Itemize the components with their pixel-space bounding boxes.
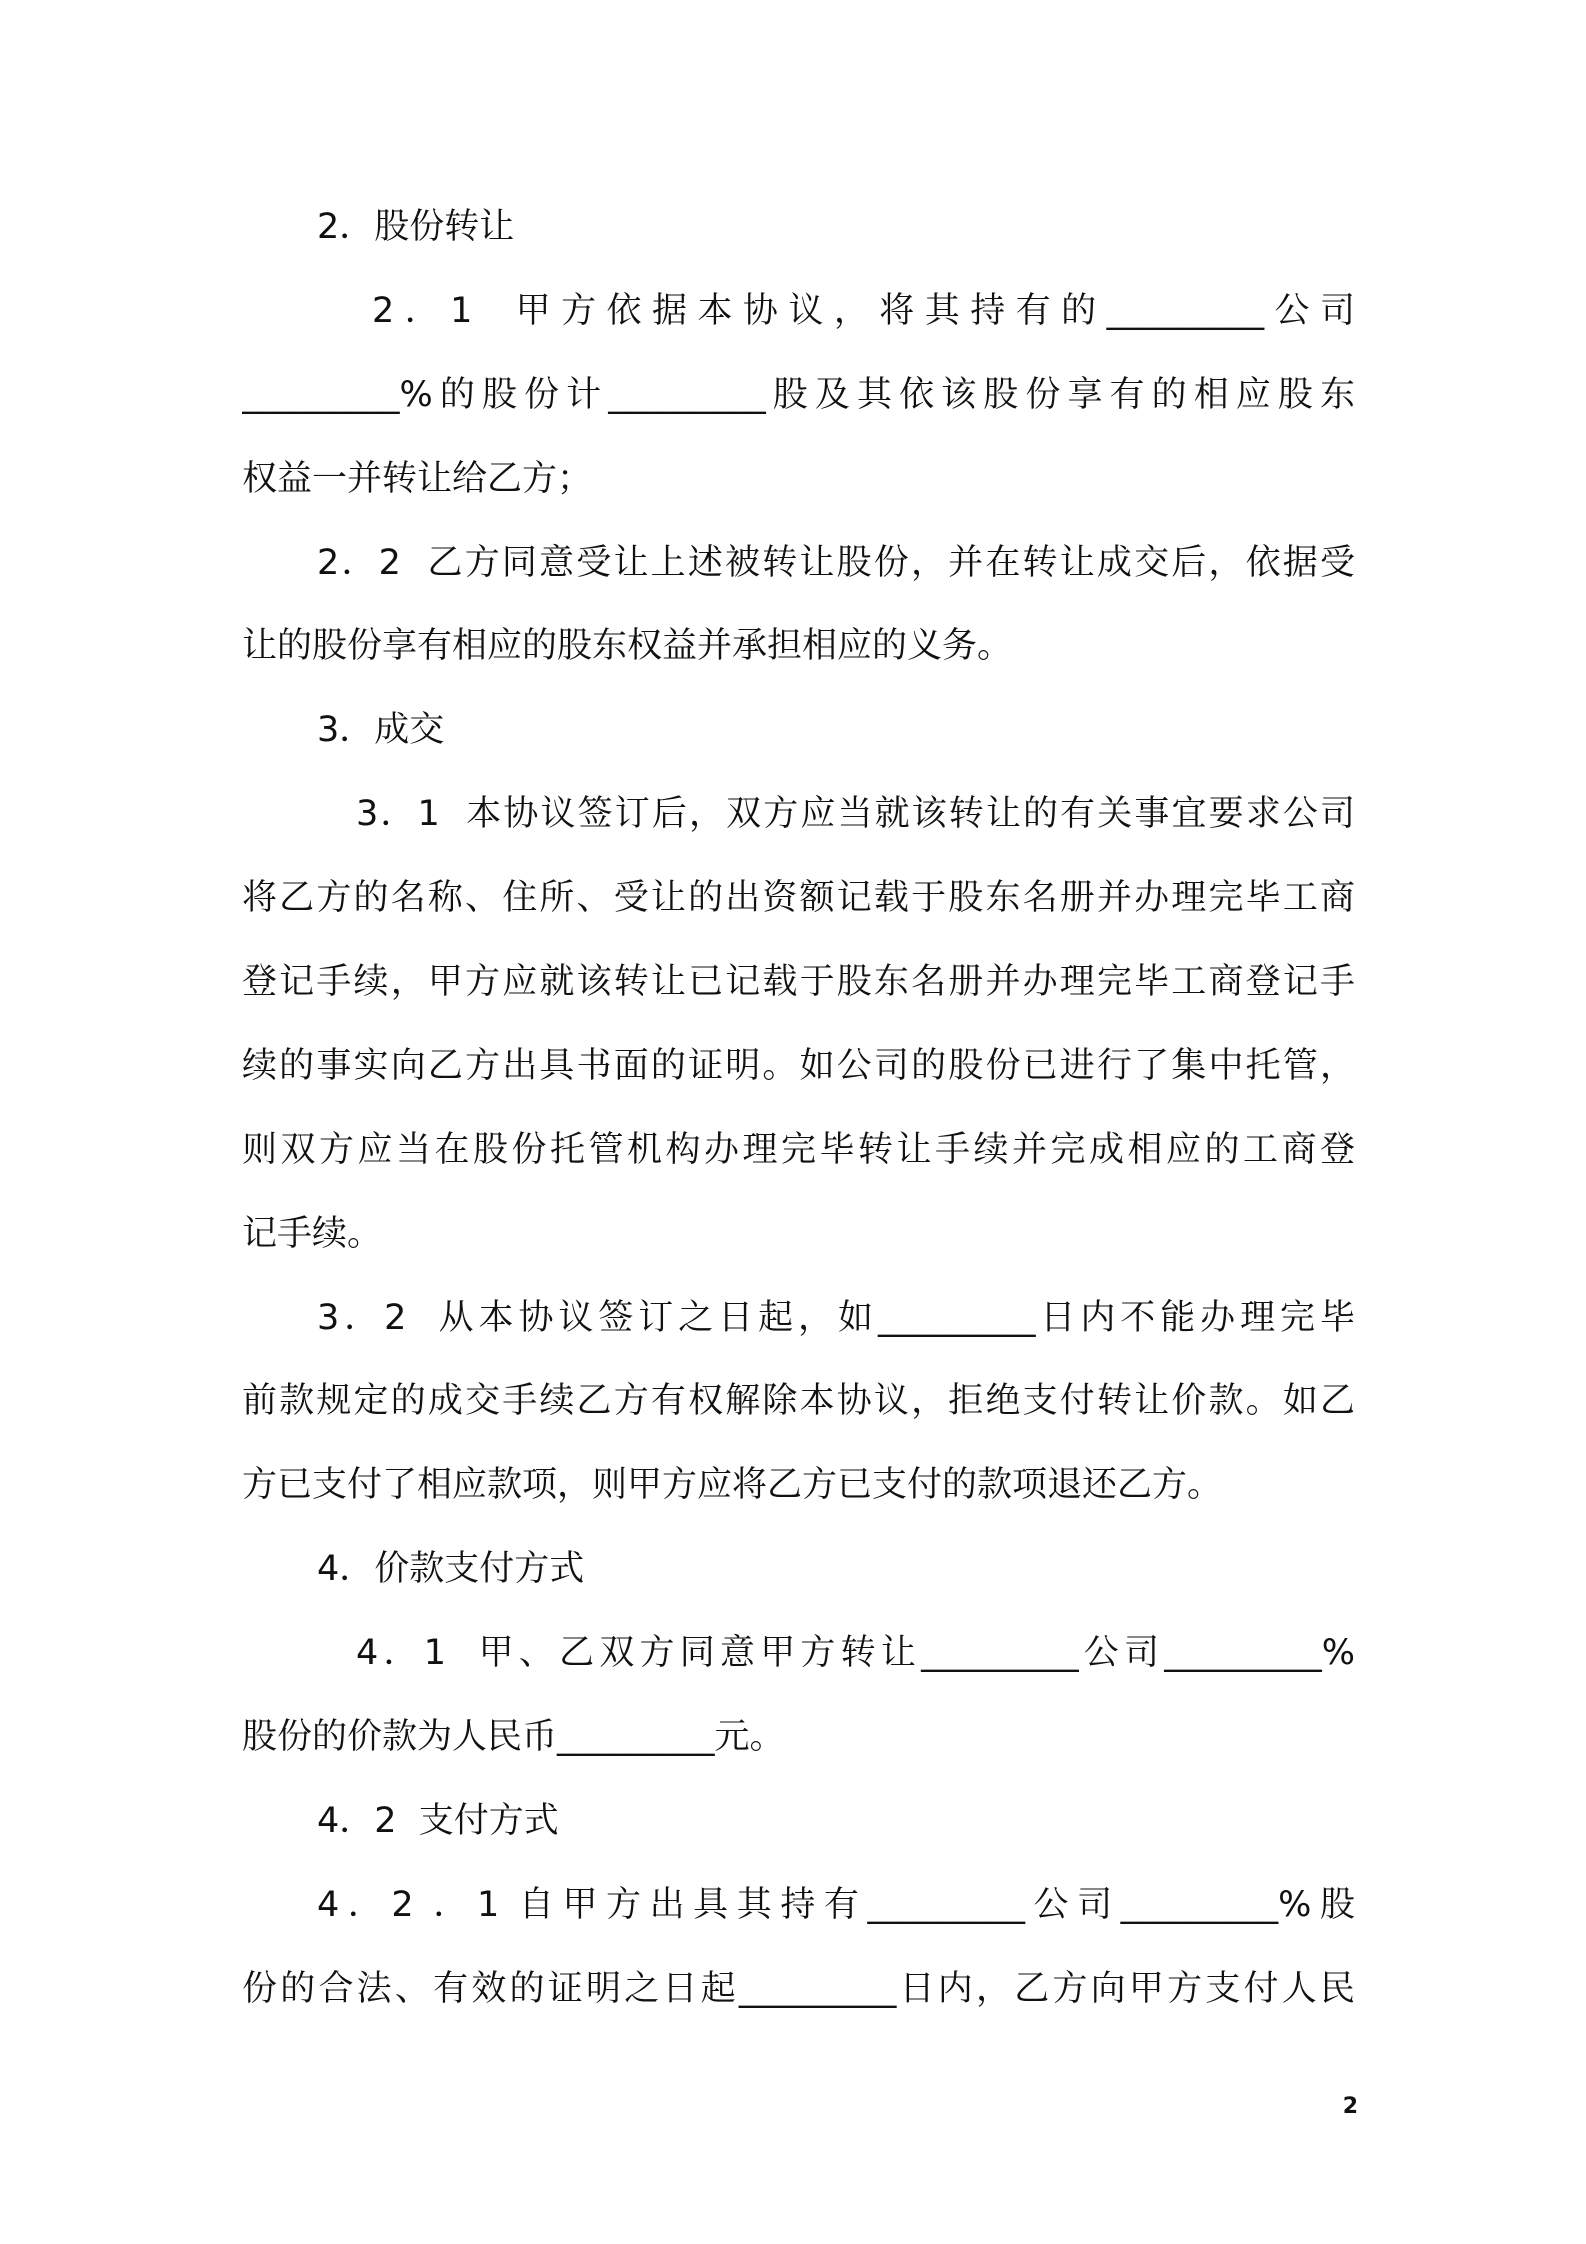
clause-line: 方已支付了相应款项，则甲方应将乙方已支付的款项退还乙方。	[242, 1465, 1223, 1506]
clause	[242, 1612, 1355, 1780]
clause	[242, 270, 1355, 522]
clause-line: 股份的价款为人民币_________元。	[242, 1717, 785, 1758]
clause	[242, 773, 1355, 1276]
clause-line: 将乙方的名称、住所、受让的出资额记载于股东名册并办理完毕工商	[242, 878, 1355, 919]
clause-line: 登记手续，甲方应就该转让已记载于股东名册并办理完毕工商登记手	[242, 962, 1355, 1003]
section-payment-method	[242, 1528, 1355, 2031]
clause-line: 3．2 从本协议签订之日起，如_________日内不能办理完毕	[317, 1297, 1355, 1338]
clause-line: 4．2 支付方式	[317, 1800, 559, 1841]
clause-line: 4．2 ．1 自甲方出具其持有_________公司_________%股	[317, 1884, 1355, 1925]
clause-line: 前款规定的成交手续乙方有权解除本协议，拒绝支付转让价款。如乙	[242, 1381, 1355, 1422]
page-number: 2	[1342, 2094, 1358, 2119]
section-heading: 3．成交	[317, 710, 445, 751]
clause-line: 权益一并转让给乙方；	[242, 458, 593, 499]
clause	[242, 522, 1355, 690]
clause-line: 续的事实向乙方出具书面的证明。如公司的股份已进行了集中托管，	[242, 1045, 1355, 1086]
section-closing	[242, 689, 1355, 1528]
clause-line: 2．1 甲方依据本协议，将其持有的_________公司	[372, 290, 1355, 331]
clause-line: 份的合法、有效的证明之日起_________日内，乙方向甲方支付人民	[242, 1968, 1355, 2009]
clause-line: 3．1 本协议签订后，双方应当就该转让的有关事宜要求公司	[356, 794, 1355, 835]
clause-line: 则双方应当在股份托管机构办理完毕转让手续并完成相应的工商登	[242, 1129, 1355, 1170]
section-share-transfer	[242, 186, 1355, 689]
section-heading: 4．价款支付方式	[317, 1549, 585, 1590]
clause	[242, 1864, 1355, 2032]
clause-line: _________%的股份计_________股及其依该股份享有的相应股东	[242, 374, 1355, 415]
section-heading: 2．股份转让	[317, 207, 515, 247]
clause-line: 4．1 甲、乙双方同意甲方转让_________公司_________%	[356, 1633, 1355, 1674]
clause-line: 记手续。	[242, 1213, 383, 1254]
clause	[242, 1277, 1355, 1529]
document-page	[242, 186, 1355, 2032]
clause	[242, 1780, 1355, 1864]
clause-line: 让的股份享有相应的股东权益并承担相应的义务。	[242, 626, 1013, 667]
clause-line: 2．2 乙方同意受让上述被转让股份，并在转让成交后，依据受	[317, 542, 1355, 583]
